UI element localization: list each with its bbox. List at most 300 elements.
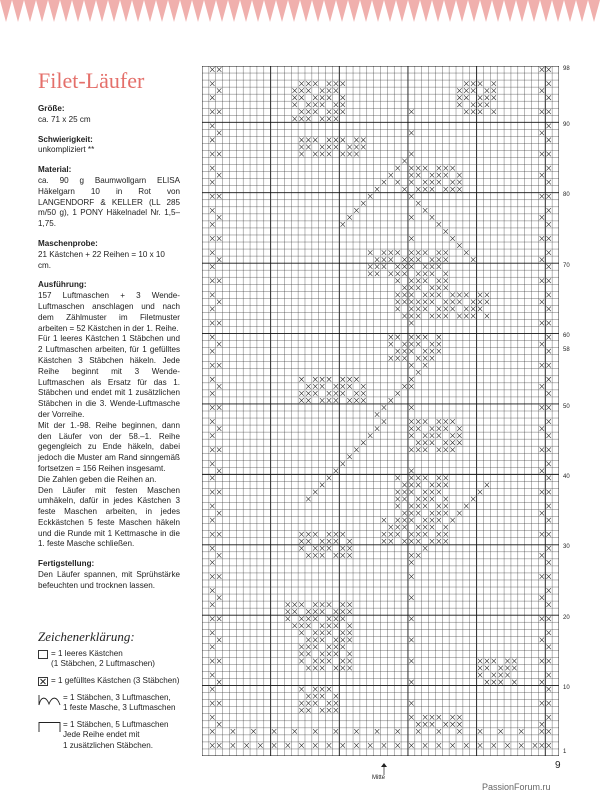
legend-text: = 1 Stäbchen, 3 Luftmaschen, 1 feste Masche, 3 Luftmaschen — [63, 692, 176, 712]
filled-cell — [540, 384, 544, 389]
filled-cell — [306, 701, 310, 706]
filled-cell — [320, 638, 324, 643]
filled-cell — [409, 307, 413, 312]
filled-cell — [485, 300, 489, 305]
decorative-zigzag-border — [0, 0, 600, 26]
filled-cell — [395, 525, 399, 530]
filled-cell — [437, 342, 441, 347]
filled-cell — [210, 433, 214, 438]
filled-cell — [423, 476, 427, 481]
filled-cell — [320, 102, 324, 107]
filled-cell — [485, 314, 489, 319]
filled-cell — [382, 257, 386, 262]
filled-cell — [210, 349, 214, 354]
filled-cell — [313, 687, 317, 692]
filled-cell — [354, 138, 358, 143]
filled-cell — [423, 722, 427, 727]
filled-cell — [347, 553, 351, 558]
filled-cell — [464, 109, 468, 114]
filled-cell — [409, 377, 413, 382]
row-number-label: 10 — [563, 685, 570, 692]
filled-cell — [443, 285, 447, 290]
filled-cell — [306, 539, 310, 544]
filled-cell — [347, 152, 351, 157]
filled-cell — [341, 546, 345, 551]
filled-cell — [485, 293, 489, 298]
filled-cell — [498, 673, 502, 678]
filled-cell — [334, 638, 338, 643]
filled-cell — [210, 405, 214, 410]
filled-cell — [395, 497, 399, 502]
filled-cell — [382, 419, 386, 424]
filled-cell — [210, 278, 214, 283]
filled-cell — [210, 67, 214, 72]
filled-cell — [492, 673, 496, 678]
filled-cell — [540, 173, 544, 178]
filled-cell — [423, 264, 427, 269]
filled-cell — [354, 729, 358, 734]
filled-cell — [286, 609, 290, 614]
filled-cell — [334, 701, 338, 706]
filled-cell — [546, 574, 550, 579]
filled-cell — [210, 673, 214, 678]
filled-cell — [443, 173, 447, 178]
filled-cell — [430, 342, 434, 347]
filled-cell — [306, 532, 310, 537]
filled-cell — [402, 356, 406, 361]
row-number-label: 30 — [563, 544, 570, 551]
filled-cell — [457, 511, 461, 516]
filled-cell — [210, 250, 214, 255]
filled-cell — [395, 293, 399, 298]
filled-cell — [546, 673, 550, 678]
filled-cell — [402, 342, 406, 347]
filled-cell — [402, 187, 406, 192]
filled-cell — [546, 363, 550, 368]
filled-cell — [492, 81, 496, 86]
filled-cell — [210, 574, 214, 579]
filled-cell — [416, 250, 420, 255]
filled-cell — [402, 264, 406, 269]
filled-cell — [347, 145, 351, 150]
finishing-text: Den Läufer spannen, mit Sprühstärke befeuchten und trocknen lassen. — [38, 570, 180, 590]
filled-cell — [389, 356, 393, 361]
filled-cell — [457, 243, 461, 248]
filled-cell — [334, 623, 338, 628]
filled-cell — [327, 546, 331, 551]
filled-cell — [540, 616, 544, 621]
filled-cell — [409, 743, 413, 748]
filled-cell — [292, 95, 296, 100]
filled-cell — [286, 743, 290, 748]
filled-cell — [210, 715, 214, 720]
filled-cell — [409, 659, 413, 664]
filled-cell — [423, 433, 427, 438]
filled-cell — [437, 476, 441, 481]
filled-cell — [210, 616, 214, 621]
filled-cell — [416, 356, 420, 361]
filled-cell — [423, 363, 427, 368]
filled-cell — [341, 743, 345, 748]
filled-cell — [416, 300, 420, 305]
filled-cell — [299, 645, 303, 650]
filled-cell — [416, 257, 420, 262]
filled-cell — [327, 138, 331, 143]
filled-cell — [313, 532, 317, 537]
filled-cell — [546, 504, 550, 509]
filled-cell — [210, 588, 214, 593]
filled-cell — [450, 180, 454, 185]
filled-cell — [409, 194, 413, 199]
filled-cell — [320, 602, 324, 607]
filled-cell — [402, 539, 406, 544]
filled-cell — [443, 539, 447, 544]
filled-cell — [313, 602, 317, 607]
filled-cell — [492, 680, 496, 685]
filled-cell — [402, 490, 406, 495]
filled-cell — [306, 81, 310, 86]
filled-cell — [306, 398, 310, 403]
filled-cell — [292, 602, 296, 607]
filled-cell — [450, 715, 454, 720]
filled-cell — [540, 743, 544, 748]
filled-cell — [437, 307, 441, 312]
filled-cell — [546, 67, 550, 72]
filled-cell — [443, 166, 447, 171]
filled-cell — [327, 152, 331, 157]
filled-cell — [395, 504, 399, 509]
filled-cell — [347, 630, 351, 635]
filled-cell — [464, 88, 468, 93]
filled-cell — [306, 391, 310, 396]
filled-cell — [540, 194, 544, 199]
filled-cell — [320, 384, 324, 389]
filled-cell — [320, 377, 324, 382]
filled-cell — [313, 490, 317, 495]
filled-cell — [210, 222, 214, 227]
filled-cell — [299, 630, 303, 635]
filled-cell — [382, 405, 386, 410]
filled-cell — [443, 257, 447, 262]
filled-cell — [540, 67, 544, 72]
legend-item — [38, 693, 228, 714]
filled-cell — [327, 708, 331, 713]
filled-cell — [430, 285, 434, 290]
filled-cell — [320, 609, 324, 614]
filled-cell — [450, 236, 454, 241]
filled-cell — [416, 553, 420, 558]
filled-cell — [210, 447, 214, 452]
filled-cell — [478, 659, 482, 664]
filled-cell — [299, 659, 303, 664]
filled-cell — [334, 81, 338, 86]
filled-cell — [409, 595, 413, 600]
filled-cell — [313, 138, 317, 143]
filled-cell — [292, 609, 296, 614]
filled-cell — [395, 180, 399, 185]
filled-cell — [327, 687, 331, 692]
filled-cell — [540, 88, 544, 93]
filled-cell — [430, 539, 434, 544]
filled-cell — [402, 384, 406, 389]
filled-cell — [409, 314, 413, 319]
filled-cell — [299, 145, 303, 150]
filled-cell — [306, 384, 310, 389]
filled-cell — [210, 307, 214, 312]
filled-cell — [443, 483, 447, 488]
filled-cell — [251, 729, 255, 734]
filled-cell — [457, 715, 461, 720]
filled-cell — [416, 722, 420, 727]
filled-cell — [409, 504, 413, 509]
filled-cell — [320, 694, 324, 699]
filled-cell — [306, 708, 310, 713]
filled-cell — [409, 447, 413, 452]
filled-cell — [217, 701, 221, 706]
filled-cell — [334, 391, 338, 396]
filled-cell — [546, 166, 550, 171]
filled-cell — [443, 278, 447, 283]
filled-cell — [437, 426, 441, 431]
filled-cell — [347, 454, 351, 459]
filled-cell — [320, 553, 324, 558]
filled-cell — [231, 743, 235, 748]
filled-cell — [437, 278, 441, 283]
difficulty-heading: Schwierigkeit: — [38, 134, 93, 144]
filled-cell — [334, 469, 338, 474]
filled-cell — [409, 701, 413, 706]
filled-cell — [368, 250, 372, 255]
filled-cell — [402, 525, 406, 530]
filled-cell — [540, 532, 544, 537]
instructions-paragraph: Mit der 1.-98. Reihe beginnen, dann den Läufer von der 58.–1. Reihe gegengleich zu Ende häkeln, dabei jedoch die Muster am Rand sinngemäß fortsetzen = 156 Reihen insgesamt. — [38, 420, 180, 473]
filled-cell — [478, 102, 482, 107]
filled-cell — [395, 264, 399, 269]
filled-cell — [409, 511, 413, 516]
instructions-section — [38, 280, 180, 550]
filled-cell — [375, 412, 379, 417]
filled-cell — [320, 398, 324, 403]
filled-cell — [416, 447, 420, 452]
filled-cell — [540, 574, 544, 579]
filled-cell — [409, 349, 413, 354]
filled-cell — [409, 532, 413, 537]
finishing-section — [38, 559, 180, 591]
filled-cell — [430, 257, 434, 262]
filled-cell — [546, 701, 550, 706]
filled-cell — [457, 314, 461, 319]
filled-cell — [533, 743, 537, 748]
filled-cell — [210, 518, 214, 523]
filled-cell — [347, 602, 351, 607]
filled-cell — [457, 95, 461, 100]
filled-cell — [210, 546, 214, 551]
filled-cell — [299, 708, 303, 713]
filled-cell — [409, 405, 413, 410]
filled-cell — [217, 659, 221, 664]
filled-cell — [540, 469, 544, 474]
filled-cell — [546, 630, 550, 635]
filled-cell — [416, 166, 420, 171]
filled-cell — [437, 419, 441, 424]
filled-cell — [389, 525, 393, 530]
filled-cell — [409, 715, 413, 720]
filled-cell — [347, 609, 351, 614]
filled-cell — [423, 490, 427, 495]
filled-cell — [272, 729, 276, 734]
filled-cell — [437, 257, 441, 262]
filled-cell — [361, 201, 365, 206]
filled-cell — [540, 363, 544, 368]
filled-cell — [217, 638, 221, 643]
filled-cell — [423, 518, 427, 523]
filled-cell — [402, 271, 406, 276]
filled-cell — [210, 236, 214, 241]
filled-cell — [443, 497, 447, 502]
filled-cell — [231, 729, 235, 734]
filled-cell — [430, 426, 434, 431]
filled-cell — [409, 321, 413, 326]
filled-cell — [299, 398, 303, 403]
filled-cell — [299, 546, 303, 551]
filled-cell — [430, 722, 434, 727]
row-number-label: 20 — [563, 614, 570, 621]
filled-cell — [292, 729, 296, 734]
filled-cell — [409, 335, 413, 340]
filled-cell — [430, 293, 434, 298]
filled-cell — [423, 440, 427, 445]
filled-cell — [334, 666, 338, 671]
filled-cell — [546, 518, 550, 523]
filled-cell — [443, 511, 447, 516]
filled-cell — [382, 250, 386, 255]
filled-cell — [485, 680, 489, 685]
filled-cell — [409, 250, 413, 255]
filled-cell — [327, 652, 331, 657]
filled-cell — [334, 109, 338, 114]
filled-cell — [437, 264, 441, 269]
filled-cell — [437, 180, 441, 185]
filled-cell — [395, 300, 399, 305]
filled-cell — [217, 426, 221, 431]
filled-cell — [416, 476, 420, 481]
filled-cell — [327, 116, 331, 121]
filled-cell — [217, 574, 221, 579]
filled-cell — [299, 138, 303, 143]
filled-cell — [540, 722, 544, 727]
filled-cell — [389, 532, 393, 537]
filled-cell — [437, 743, 441, 748]
finishing-heading: Fertigstellung: — [38, 559, 95, 569]
filled-cell — [430, 314, 434, 319]
row-number-label: 1 — [563, 748, 567, 755]
filled-cell — [409, 278, 413, 283]
filled-cell — [210, 152, 214, 157]
filled-cell — [437, 715, 441, 720]
filled-cell — [334, 694, 338, 699]
filled-cell — [217, 342, 221, 347]
filled-cell — [546, 194, 550, 199]
filled-cell — [492, 88, 496, 93]
filled-cell — [423, 546, 427, 551]
filled-cell — [286, 602, 290, 607]
filled-cell — [443, 532, 447, 537]
difficulty-text: unkompliziert ** — [38, 145, 95, 155]
filled-cell — [402, 483, 406, 488]
filled-cell — [546, 391, 550, 396]
watermark: PassionForum.ru — [482, 782, 551, 792]
filled-cell — [217, 447, 221, 452]
filled-cell — [423, 208, 427, 213]
filled-cell — [217, 67, 221, 72]
filled-cell — [464, 293, 468, 298]
filled-cell — [430, 180, 434, 185]
filled-cell — [437, 349, 441, 354]
filled-cell — [546, 335, 550, 340]
filled-cell — [409, 419, 413, 424]
filled-cell — [395, 349, 399, 354]
filled-cell — [409, 539, 413, 544]
filled-cell — [450, 447, 454, 452]
filled-cell — [443, 504, 447, 509]
filled-cell — [217, 469, 221, 474]
filled-cell — [546, 687, 550, 692]
filled-cell — [471, 257, 475, 262]
filled-cell — [478, 490, 482, 495]
filled-cell — [437, 335, 441, 340]
filled-cell — [443, 307, 447, 312]
filled-cell — [416, 342, 420, 347]
filled-cell — [354, 145, 358, 150]
filled-cell — [334, 384, 338, 389]
filled-cell — [540, 659, 544, 664]
filled-cell — [210, 602, 214, 607]
row-number-label: 90 — [563, 121, 570, 128]
filled-cell — [395, 476, 399, 481]
filled-cell — [492, 743, 496, 748]
filled-cell — [443, 187, 447, 192]
filled-cell — [313, 630, 317, 635]
legend-item — [38, 649, 228, 670]
filled-cell — [546, 532, 550, 537]
size-section — [38, 104, 180, 126]
filled-cell — [540, 109, 544, 114]
filled-cell — [299, 539, 303, 544]
filled-cell — [299, 532, 303, 537]
filled-cell — [354, 208, 358, 213]
filled-cell — [217, 616, 221, 621]
filled-cell — [423, 335, 427, 340]
filled-cell — [375, 187, 379, 192]
filled-cell — [485, 483, 489, 488]
filled-cell — [341, 81, 345, 86]
filled-cell — [409, 342, 413, 347]
filled-cell — [485, 95, 489, 100]
filled-cell — [313, 391, 317, 396]
filled-cell — [423, 356, 427, 361]
filled-cell — [478, 81, 482, 86]
filled-cell — [430, 349, 434, 354]
filled-cell — [546, 419, 550, 424]
filled-cell — [341, 95, 345, 100]
filled-cell — [217, 131, 221, 136]
filled-cell — [430, 490, 434, 495]
gauge-text: 21 Kästchen + 22 Reihen = 10 x 10 cm. — [38, 249, 165, 270]
filled-cell — [546, 729, 550, 734]
filled-cell — [361, 145, 365, 150]
filled-cell — [341, 532, 345, 537]
filled-cell — [361, 138, 365, 143]
